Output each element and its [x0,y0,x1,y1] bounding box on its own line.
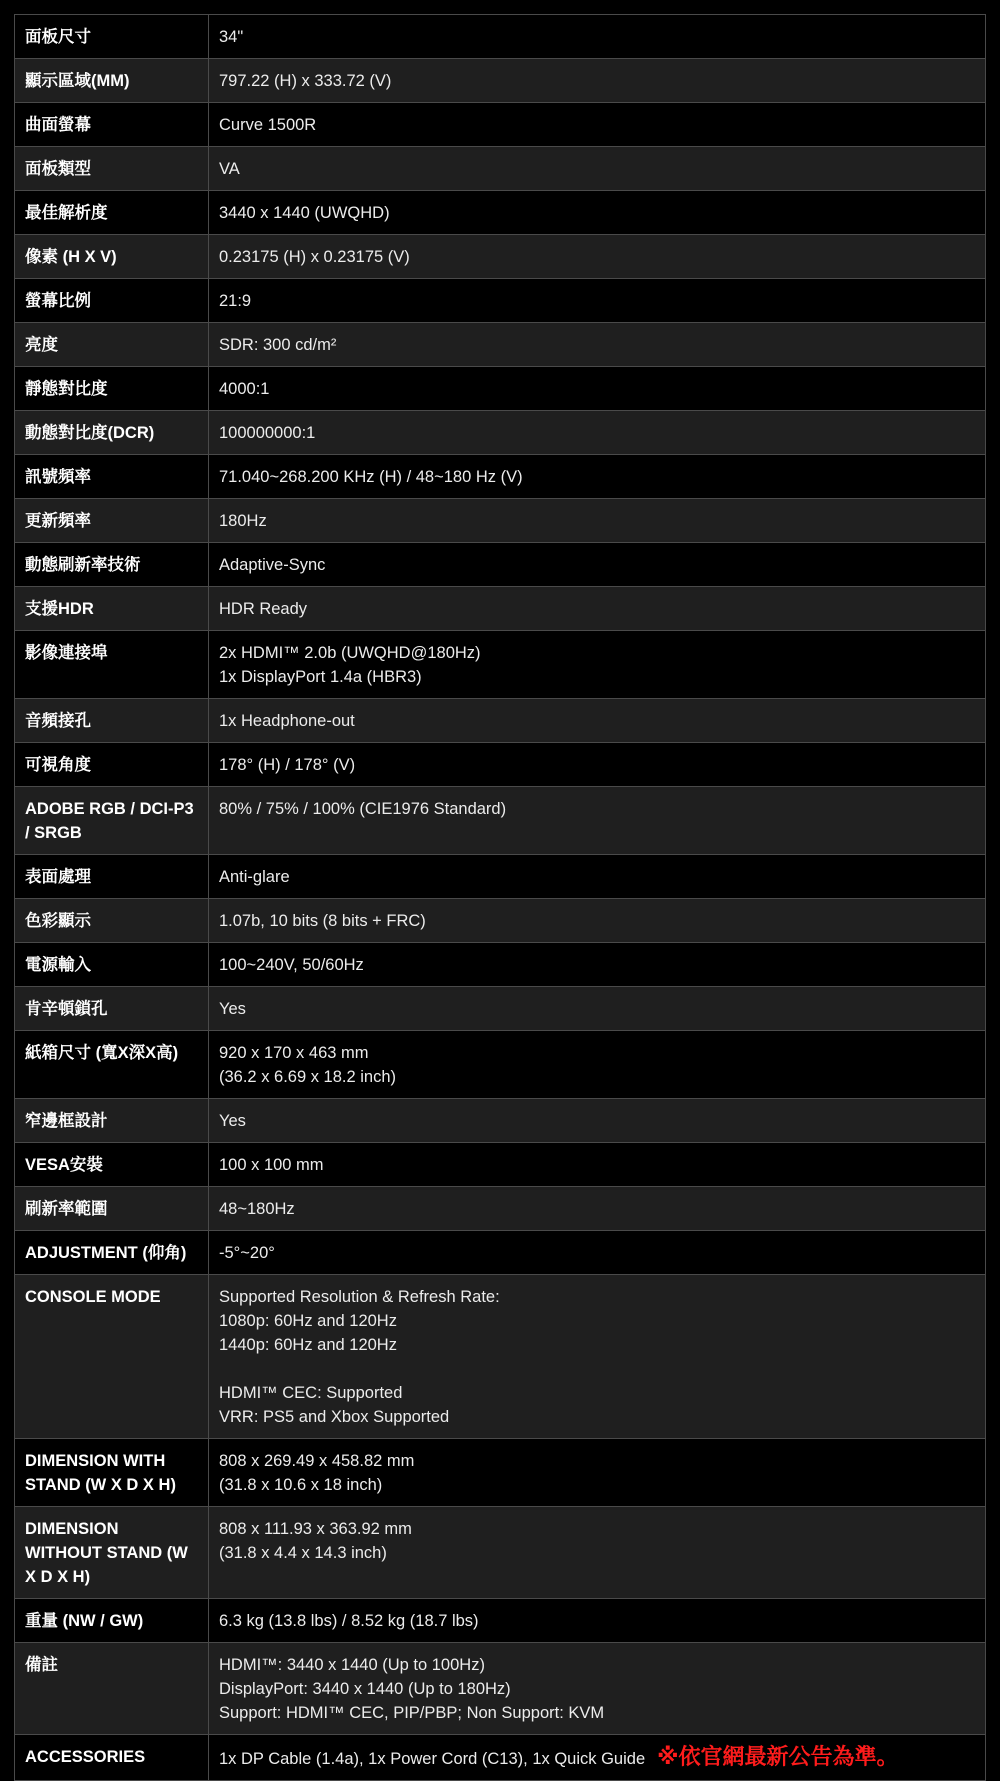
spec-value-cell [209,987,986,1031]
spec-value-cell [209,191,986,235]
spec-label: ADJUSTMENT (仰角) [15,1231,209,1275]
spec-value: 1.07b, 10 bits (8 bits + FRC) [219,912,426,930]
spec-table [14,14,986,1781]
spec-value-cell [209,1143,986,1187]
spec-value: 3440 x 1440 (UWQHD) [219,204,390,222]
spec-table-body [15,15,986,1781]
spec-value: 0.23175 (H) x 0.23175 (V) [219,248,410,266]
spec-label: VESA安裝 [15,1143,209,1187]
spec-label: 肯辛頓鎖孔 [15,987,209,1031]
spec-row [15,1643,986,1735]
spec-row [15,279,986,323]
spec-label: 電源輸入 [15,943,209,987]
spec-row [15,543,986,587]
spec-value-cell [209,1099,986,1143]
spec-value: 100 x 100 mm [219,1156,324,1174]
spec-value-cell [209,743,986,787]
spec-row [15,1187,986,1231]
spec-label: 可視角度 [15,743,209,787]
spec-row [15,235,986,279]
spec-value: 48~180Hz [219,1200,295,1218]
spec-value: 71.040~268.200 KHz (H) / 48~180 Hz (V) [219,468,523,486]
spec-row [15,1735,986,1781]
spec-value: 100~240V, 50/60Hz [219,956,364,974]
spec-label: ADOBE RGB / DCI-P3 / SRGB [15,787,209,855]
spec-value-cell [209,699,986,743]
spec-value: Yes [219,1112,246,1130]
spec-value-cell [209,1187,986,1231]
spec-row [15,323,986,367]
spec-value: 34" [219,28,244,46]
spec-label: 影像連接埠 [15,631,209,699]
spec-row [15,699,986,743]
spec-label: 曲面螢幕 [15,103,209,147]
spec-value-cell [209,455,986,499]
spec-row [15,987,986,1031]
spec-label: ACCESSORIES [15,1735,209,1781]
spec-value-cell [209,855,986,899]
spec-row [15,1439,986,1507]
spec-value-cell [209,1643,986,1735]
spec-sheet [14,14,986,1781]
spec-value-cell [209,587,986,631]
spec-value: Curve 1500R [219,116,317,134]
spec-row [15,1143,986,1187]
spec-label: 色彩顯示 [15,899,209,943]
spec-row [15,103,986,147]
spec-value: 808 x 111.93 x 363.92 mm (31.8 x 4.4 x 14.3 inch) [219,1520,412,1562]
spec-value: 6.3 kg (13.8 lbs) / 8.52 kg (18.7 lbs) [219,1612,479,1630]
spec-label: DIMENSION WITH STAND (W X D X H) [15,1439,209,1507]
spec-value: 2x HDMI™ 2.0b (UWQHD@180Hz) 1x DisplayPort 1.4a (HBR3) [219,644,481,686]
spec-value: Adaptive-Sync [219,556,326,574]
spec-label: CONSOLE MODE [15,1275,209,1439]
spec-label: 動態對比度(DCR) [15,411,209,455]
spec-row [15,743,986,787]
spec-row [15,1275,986,1439]
spec-value: 1x Headphone-out [219,712,355,730]
spec-row [15,587,986,631]
spec-value-cell [209,631,986,699]
spec-row [15,855,986,899]
spec-value-cell [209,279,986,323]
spec-value: 21:9 [219,292,252,310]
spec-label: 音頻接孔 [15,699,209,743]
spec-value: VA [219,160,240,178]
spec-value: 180Hz [219,512,267,530]
spec-label: 紙箱尺寸 (寬X深X高) [15,1031,209,1099]
spec-value: SDR: 300 cd/m² [219,336,337,354]
spec-label: 螢幕比例 [15,279,209,323]
spec-value-cell [209,499,986,543]
spec-row [15,631,986,699]
spec-value: 1x DP Cable (1.4a), 1x Power Cord (C13), 1x Quick Guide [219,1750,646,1768]
spec-label: 最佳解析度 [15,191,209,235]
spec-label: 像素 (H X V) [15,235,209,279]
spec-label: 表面處理 [15,855,209,899]
spec-value-cell [209,1031,986,1099]
spec-label: 支援HDR [15,587,209,631]
spec-row [15,455,986,499]
spec-label: 重量 (NW / GW) [15,1599,209,1643]
spec-value: 4000:1 [219,380,270,398]
spec-value: 100000000:1 [219,424,316,442]
spec-value-cell [209,943,986,987]
spec-value: 920 x 170 x 463 mm (36.2 x 6.69 x 18.2 inch) [219,1044,397,1086]
spec-row [15,1231,986,1275]
spec-value-cell [209,787,986,855]
spec-row [15,147,986,191]
spec-label: DIMENSION WITHOUT STAND (W X D X H) [15,1507,209,1599]
spec-label: 面板類型 [15,147,209,191]
spec-row [15,899,986,943]
spec-label: 亮度 [15,323,209,367]
spec-row [15,367,986,411]
spec-label: 窄邊框設計 [15,1099,209,1143]
spec-value-cell [209,1231,986,1275]
spec-row [15,1031,986,1099]
spec-value-cell [209,1599,986,1643]
spec-value-cell [209,543,986,587]
spec-value-cell [209,147,986,191]
spec-value: Supported Resolution & Refresh Rate: 1080p: 60Hz and 120Hz 1440p: 60Hz and 120Hz HDMI™ CEC: Supported VRR: PS5 and Xbox Supported [219,1288,500,1426]
spec-row [15,1099,986,1143]
spec-value-cell [209,59,986,103]
spec-row [15,1599,986,1643]
spec-row [15,191,986,235]
spec-row [15,787,986,855]
spec-value-cell [209,15,986,59]
spec-value: -5°~20° [219,1244,275,1262]
spec-row [15,499,986,543]
official-notice-note: ※依官網最新公告為準。 [657,1744,899,1769]
spec-value-cell [209,323,986,367]
spec-value: 80% / 75% / 100% (CIE1976 Standard) [219,800,507,818]
spec-value: 178° (H) / 178° (V) [219,756,356,774]
spec-value: Yes [219,1000,246,1018]
spec-label: 靜態對比度 [15,367,209,411]
spec-value-cell [209,235,986,279]
spec-value-cell [209,103,986,147]
spec-label: 更新頻率 [15,499,209,543]
spec-value-cell [209,1439,986,1507]
spec-value: 797.22 (H) x 333.72 (V) [219,72,392,90]
spec-label: 訊號頻率 [15,455,209,499]
spec-label: 刷新率範圍 [15,1187,209,1231]
spec-row [15,943,986,987]
spec-value-cell [209,899,986,943]
spec-value-cell [209,1275,986,1439]
spec-value: HDR Ready [219,600,308,618]
spec-label: 顯示區域(MM) [15,59,209,103]
spec-label: 備註 [15,1643,209,1735]
spec-row [15,15,986,59]
spec-value: HDMI™: 3440 x 1440 (Up to 100Hz) DisplayPort: 3440 x 1440 (Up to 180Hz) Support: HDMI™ CEC, PIP/PBP; Non Support: KVM [219,1656,605,1722]
spec-value-cell [209,411,986,455]
spec-value: Anti-glare [219,868,290,886]
spec-value-cell [209,367,986,411]
spec-value: 808 x 269.49 x 458.82 mm (31.8 x 10.6 x 18 inch) [219,1452,415,1494]
spec-value-cell [209,1507,986,1599]
spec-row [15,1507,986,1599]
spec-value-cell [209,1735,986,1781]
spec-row [15,59,986,103]
spec-row [15,411,986,455]
spec-label: 面板尺寸 [15,15,209,59]
spec-label: 動態刷新率技術 [15,543,209,587]
